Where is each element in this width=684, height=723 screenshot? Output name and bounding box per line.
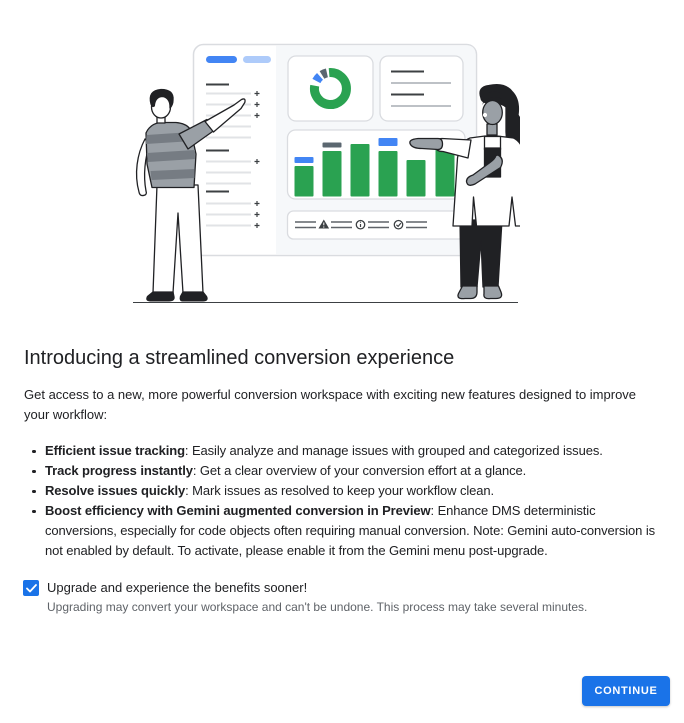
status-strip-card bbox=[288, 211, 466, 239]
donut-chart-icon bbox=[288, 56, 373, 121]
feature-lead: Boost efficiency with Gemini augmented conversion in Preview bbox=[45, 503, 431, 518]
checkmark-icon bbox=[26, 584, 37, 593]
feature-item-resolve-issues bbox=[24, 481, 664, 501]
feature-text: : Easily analyze and manage issues with grouped and categorized issues. bbox=[184, 443, 603, 458]
continue-button[interactable]: CONTINUE bbox=[582, 676, 670, 706]
page-title: Introducing a streamlined conversion experience bbox=[24, 347, 455, 369]
upgrade-option-row bbox=[23, 578, 664, 598]
intro-text: Get access to a new, more powerful conversion workspace with exciting new features designed to improve your workflow: bbox=[24, 387, 637, 422]
feature-text: : Get a clear overview of your conversion effort at a glance. bbox=[192, 463, 527, 478]
bullet-dot bbox=[32, 490, 36, 494]
bullet-dot bbox=[32, 470, 36, 474]
feature-item-track-progress bbox=[24, 461, 664, 481]
bullet-dot bbox=[32, 450, 36, 454]
upgrade-note: Upgrading may convert your workspace and can't be undone. This process may take several minutes. bbox=[47, 600, 588, 614]
feature-text: : Enhance DMS deterministic conversions, especially for code objects often requiring manual conversion. Note: Gemini auto-conversion is not enabled by default. To activate, please enable it from the Gemini menu post-upgrade. bbox=[45, 503, 656, 558]
dialog-content bbox=[24, 344, 664, 616]
upgrade-checkbox-label[interactable]: Upgrade and experience the benefits sooner! bbox=[47, 580, 308, 595]
bullet-dot bbox=[32, 510, 36, 514]
feature-list bbox=[24, 441, 664, 561]
feature-lead: Resolve issues quickly bbox=[45, 483, 186, 498]
feature-item-gemini-conversion bbox=[24, 501, 664, 561]
dashboard-card bbox=[194, 45, 477, 256]
feature-text: : Mark issues as resolved to keep your workflow clean. bbox=[185, 483, 495, 498]
feature-lead: Efficient issue tracking bbox=[45, 443, 185, 458]
feature-lead: Track progress instantly bbox=[45, 463, 193, 478]
conversion-illustration-svg bbox=[130, 36, 520, 306]
stats-lines-card bbox=[380, 56, 463, 121]
feature-item-issue-tracking bbox=[24, 441, 664, 461]
conversion-illustration bbox=[130, 36, 520, 306]
upgrade-checkbox[interactable] bbox=[23, 580, 39, 596]
